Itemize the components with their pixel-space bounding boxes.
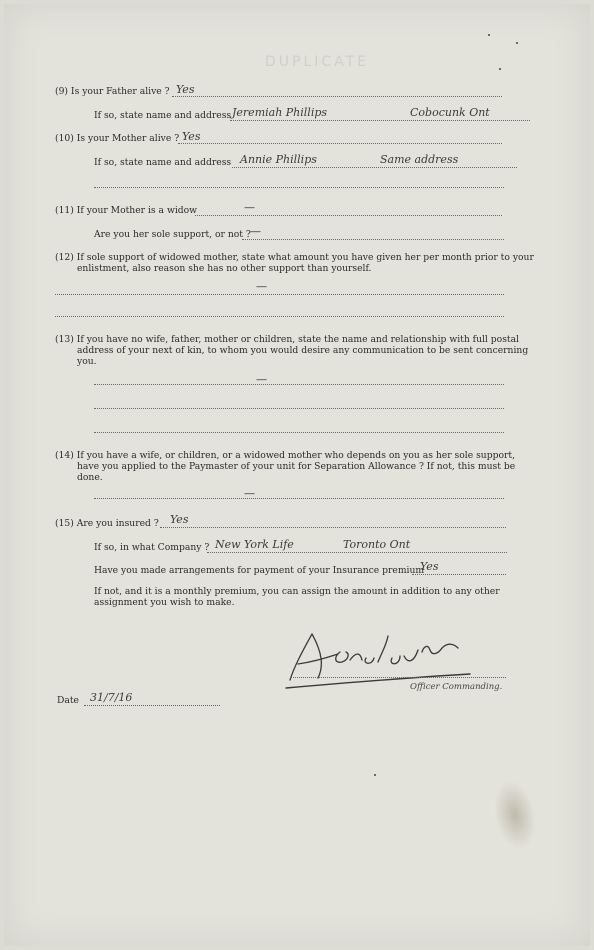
q13-line-2 [94, 408, 504, 409]
q10-label: (10) Is your Mother alive ? [55, 133, 180, 144]
q9-answer: Yes [176, 83, 195, 96]
q14-answer: — [244, 487, 255, 500]
q15-answer: Yes [170, 513, 189, 526]
q15-premium-label: Have you made arrangements for payment of your Insurance premium [94, 565, 425, 576]
signature-line [290, 677, 506, 678]
q10-sub-line [232, 167, 517, 168]
q12-label: (12) If sole support of widowed mother, state what amount you have given her per month prior to your enlistment, also reason she has no other support than yourself. [55, 252, 534, 274]
signature-caption: Officer Commanding. [410, 682, 503, 692]
paper-speck [488, 34, 490, 36]
date-label: Date [57, 695, 79, 706]
q11-sub-line [242, 239, 504, 240]
q13-line-3 [94, 432, 504, 433]
q9-sub-line [230, 120, 530, 121]
q13-label: (13) If you have no wife, father, mother or children, state the name and relationship with full postal address of your next of kin, to whom you would desire any communication to be sent concerning you. [55, 334, 529, 367]
q9-sub-answer2: Cobocunk Ont [410, 106, 490, 119]
q11-sub-label: Are you her sole support, or not ? [94, 229, 251, 240]
duplicate-stamp: DUPLICATE [265, 54, 370, 70]
q12-line-2 [55, 316, 504, 317]
q10-sub-label: If so, state name and address [94, 157, 232, 168]
q11-sub-answer: — [250, 225, 261, 238]
date-value: 31/7/16 [90, 691, 133, 704]
date-line [84, 705, 220, 706]
q12-answer: — [256, 280, 267, 293]
paper-speck [374, 774, 376, 776]
q15-premium-answer: Yes [420, 560, 439, 573]
q11-label: (11) If your Mother is a widow [55, 205, 198, 216]
q15-monthly-note: If not, and it is a monthly premium, you can assign the amount in addition to any other assignment you wish to make. [94, 586, 500, 608]
q9-answer-line [172, 96, 502, 97]
paper-speck [499, 68, 501, 70]
q15-company-label: If so, in what Company ? [94, 542, 210, 553]
q14-label: (14) If you have a wife, or children, or a widowed mother who depends on you as her sole support, have you applied to the Paymaster of your unit for Separation Allowance ? If not, this must be done. [55, 450, 516, 483]
q11-answer: — [244, 201, 255, 214]
q15-company-answer: New York Life [215, 538, 294, 551]
q15-company-line [207, 552, 507, 553]
q13-answer: — [256, 373, 267, 386]
q9-sub-answer: Jeremiah Phillips [232, 106, 328, 119]
q11-answer-line [195, 215, 502, 216]
paper-speck [516, 42, 518, 44]
q15-premium-line [412, 574, 506, 575]
q15-label: (15) Are you insured ? [55, 518, 159, 529]
q10-answer: Yes [182, 130, 201, 143]
q10-sub-answer2: Same address [380, 153, 459, 166]
q12-line-1 [55, 294, 504, 295]
q14-line-1 [94, 498, 504, 499]
q10-answer-line [178, 143, 502, 144]
q9-label: (9) Is your Father alive ? [55, 86, 170, 97]
q15-answer-line [160, 527, 506, 528]
q10-sub-answer: Annie Phillips [240, 153, 317, 166]
q10-extra-line [94, 187, 504, 188]
q15-company-answer2: Toronto Ont [343, 538, 411, 551]
q13-line-1 [94, 384, 504, 385]
q9-sub-label: If so, state name and address [94, 110, 232, 121]
